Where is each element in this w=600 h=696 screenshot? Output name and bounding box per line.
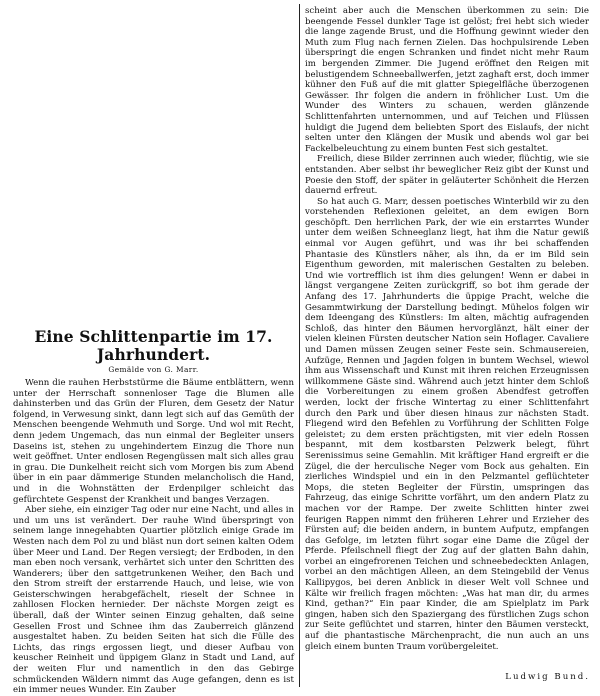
right-column <box>305 6 589 687</box>
paragraph: So hat auch G. Marr, dessen poetisches Winterbild wir zu den vorstehenden Reflexionen geleitet, an dem ewigen Born geschöpft. Den herrlichen Park, der wie ein erstarrtes Wunder unter dem weißen Schneeglanz liegt, hat ihm die Natur gewiß einmal vor Augen geführt, und was ihr bei schaffenden Phantasie des Künstlers näher, als ihn, da er im Bild sein Eigenthum geworden, mit malerischen Gestalten zu beleben. Und wie vortrefflich ist ihm dies gelungen! Wenn er dabei in längst vergangene Zeiten zurückgriff, so bot ihm gerade der Anfang des 17. Jahrhunderts die üppige Pracht, welche die Gesammtwirkung der Darstellung bedingt. Mühelos folgen wir dem Ideengang des Künstlers: Im alten, mächtig aufragenden Schloß, das hinter den Bäumen hervorglänzt, hält einer der vielen kleinen Fürsten deutscher Nation sein Hoflager. Cavaliere und Damen müssen Zeugen seiner Feste sein. Schmausereien, Aufzüge, Rennen und Jagden folgen in buntem Wechsel, wiewol ihm aus Wissenschaft und Kunst mit ihren reichen Erzeugnissen willkommene Gäste sind. Während auch jetzt hinter dem Schloß die Vorbereitungen zu einem großen Abendfest getroffen werden, lockt der frische Wintertag zu einer Schlittenfahrt durch den Park und über diesen hinaus zur nächsten Stadt. Fliegend wird den Befehlen zu Vorführung der Schlitten Folge geleistet; zu dem ersten prächtigsten, mit vier edeln Rossen bespannt, mit dem kostbarsten Pelzwerk belegt, führt Serenissimus seine Gemahlin. Mit kräftiger Hand ergreift er die Zügel, die der herculische Neger vom Bock aus gehalten. Ein zierliches Windspiel und ein in den Pelzmantel geflüchteter Mops, die steten Begleiter der Fürstin, umspringen das Fahrzeug, das einige Schritte vorfährt, um den andern Platz zu machen vor der Rampe. Der zweite Schlitten hinter zwei feurigen Rappen nimmt den früheren Lehrer und Erzieher des Fürsten auf; die beiden andern, in buntem Aufputz, empfangen das Gefolge, im letzten führt sogar eine Dame die Zügel der Pferde. Pfeilschnell fliegt der Zug auf der glatten Bahn dahin, vorbei an eingefrorenen Teichen und schneebedeckten Anlagen, vorbei an den mächtigen Alleen, an dem Steingebild der Venus Kallipygos, bei deren Anblick in dieser Welt voll Schnee und Kälte wir freilich fragen möchten: „Was hat man dir, du armes Kind, gethan?“ Ein paar Kinder, die am Spielplatz im Park gingen, haben sich den Spaziergang des fürstlichen Zugs schon zur Seite geflüchtet und starren, hinter den Bäumen versteckt, auf die phantastische Märchenpracht, die nun auch an uns gleich einem bunten Traum vorübergeleitet. <box>305 196 589 652</box>
paragraph: Freilich, diese Bilder zerrinnen auch wieder, flüchtig, wie sie entstanden. Aber selbst ihr beweglicher Reiz gibt der Kunst und Poesie den Stoff, der später in geläuterter Schönheit die Herzen dauernd erfreut. <box>305 154 589 197</box>
column-divider <box>299 4 300 687</box>
left-column <box>13 6 294 696</box>
author-signature: Ludwig Bund. <box>501 672 590 683</box>
paragraph: Aber siehe, ein einziger Tag oder nur eine Nacht, und alles in und um uns ist verändert. Der rauhe Wind überspringt von seinem lange innegehabten Quartier plötzlich einige Grade im Westen nach dem Pol zu und bläst nun dort seinen kalten Odem über Meer und Land. Der Regen versiegt; der Erdboden, in den man eben noch versank, verhärtet sich unter den Schritten des Wanderers; über den sattgetrunkenen Weiher, den Bach und den Strom streift der erstarrende Hauch, und leise, wie von Geisterschwingen herabgefächelt, rieselt der Schnee in zahllosen Flocken hernieder. Der nächste Morgen zeigt es überall, daß der Winter seinen Einzug gehalten, daß seine Gesellen Frost und Schnee ihm das Zauberreich glänzend ausgestaltet haben. Zu beiden Seiten hat sich die Fülle des Lichts, das rings ergossen liegt, und dieser Aufbau von keuscher Reinheit und üppigem Glanz in Stadt und Land, auf der weiten Flur und namentlich in den das Gebirge schmückenden Wäldern nimmt das Auge gefangen, denn es ist ein immer neues Wunder. Ein Zauber <box>13 505 294 696</box>
article-title: Eine Schlittenpartie im 17. Jahrhundert. <box>34 327 273 364</box>
right-column-text <box>305 6 589 652</box>
left-column-text <box>13 378 294 696</box>
article-subtitle: Gemälde von G. Marr. <box>108 365 199 374</box>
paragraph: Wenn die rauhen Herbststürme die Bäume entblättern, wenn unter der Herrschaft sonnenloser Tage die Blumen alle dahinsterben und das Grün der Fluren, dem Gesetz der Natur folgend, in Verwesung sinkt, dann legt sich auf das Gemüth der Menschen beengende Wehmuth und Sorge. Und wol mit Recht, denn jedem Ungemach, das nun einmal der Begleiter unsers Daseins ist, stehen zu ungehindertem Einzug die Thore nun weit geöffnet. Unter endlosen Regengüssen malt sich alles grau in grau. Die Dunkelheit reicht sich vom Morgen bis zum Abend über in ein paar dämmerige Stunden melancholisch die Hand, und in die Wohnstätten der Erdenpilger schleicht das gefürchtete Gespenst der Krankheit und banges Verzagen. <box>13 378 294 505</box>
paragraph: scheint aber auch die Menschen überkommen zu sein: Die beengende Fessel dunkler Tage ist gelöst; frei hebt sich wieder die lange zagende Brust, und die Hoffnung gewinnt wieder den Muth zum Flug nach fernen Zielen. Das hochpulsirende Leben überspringt die engen Schranken und findet nicht mehr Raum im bergenden Zimmer. Die Jugend eröffnet den Reigen mit belustigendem Schneeballwerfen, jetzt zaghaft erst, doch immer kühner den Fuß auf die mit glatter Spiegelfläche überzogenen Gewässer. Ihr folgen die andern in fröhlicher Lust. Um die Wunder des Winters zu schauen, werden glänzende Schlittenfahrten unternommen, und auf Teichen und Flüssen huldigt die Jugend dem beliebten Sport des Eislaufs, der nicht selten unter den Klängen der Musik und abends wol gar bei Fackelbeleuchtung zu einem bunten Fest sich gestaltet. <box>305 6 589 154</box>
illustration-space <box>13 6 294 328</box>
